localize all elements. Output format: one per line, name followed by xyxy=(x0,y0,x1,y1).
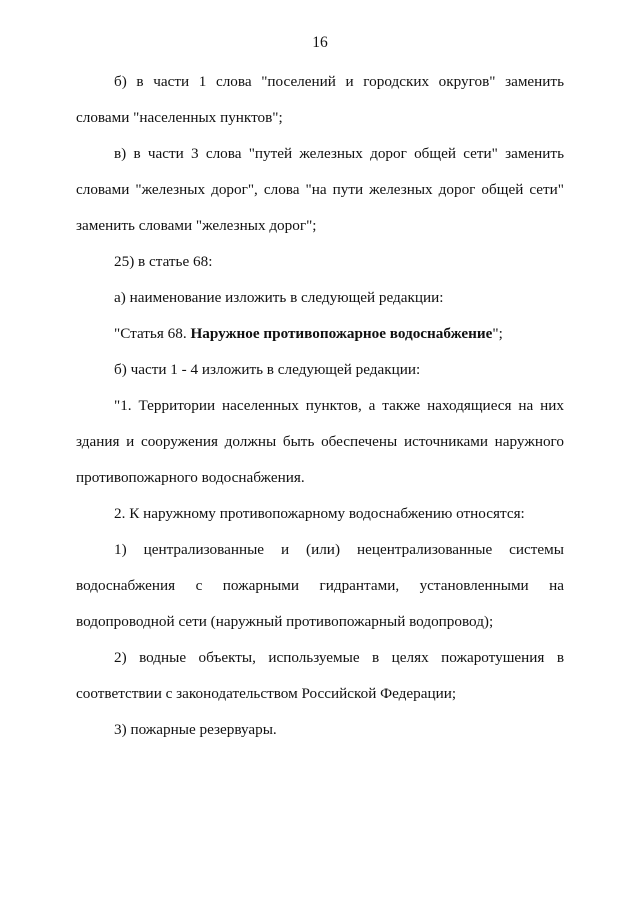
paragraph-clause2: 2. К наружному противопожарному водоснабжению относятся: xyxy=(114,505,525,522)
paragraph-parts-1-4: б) части 1 - 4 изложить в следующей редакции: xyxy=(114,361,421,378)
article-title-bold: Наружное противопожарное водоснабжение xyxy=(190,325,493,342)
paragraph-item2-line2: соответствии с законодательством Российской Федерации; xyxy=(76,685,457,702)
paragraph-part3-line3: заменить словами "железных дорог"; xyxy=(76,217,317,234)
paragraph-item1-line1: 1) централизованные и (или) нецентрализованные системы xyxy=(114,541,564,558)
paragraph-part3-line2: словами "железных дорог", слова "на пути железных дорог общей сети" xyxy=(76,181,564,198)
page-number: 16 xyxy=(312,34,328,51)
paragraph-part1-line1: б) в части 1 слова "поселений и городских округов" заменить xyxy=(114,73,564,90)
paragraph-part3-line1: в) в части 3 слова "путей железных дорог общей сети" заменить xyxy=(114,145,564,162)
paragraph-article-title xyxy=(76,316,564,352)
paragraph-item1-line2: водоснабжения с пожарными гидрантами, установленными на xyxy=(76,577,564,594)
paragraph-name-change: а) наименование изложить в следующей редакции: xyxy=(114,289,444,306)
paragraph-article68: 25) в статье 68: xyxy=(114,253,213,270)
paragraph-clause1-line2: здания и сооружения должны быть обеспечены источниками наружного xyxy=(76,433,564,450)
paragraph-clause1-line3: противопожарного водоснабжения. xyxy=(76,469,305,486)
paragraph-part1-line2: словами "населенных пунктов"; xyxy=(76,109,283,126)
paragraph-clause1-line1: "1. Территории населенных пунктов, а также находящиеся на них xyxy=(114,397,564,414)
paragraph-item2-line1: 2) водные объекты, используемые в целях пожаротушения в xyxy=(114,649,564,666)
document-body xyxy=(76,64,564,748)
article-title-prefix: "Статья 68. xyxy=(114,325,191,342)
paragraph-item1-line3: водопроводной сети (наружный противопожарный водопровод); xyxy=(76,613,494,630)
article-title-suffix: "; xyxy=(492,325,503,342)
paragraph-item3: 3) пожарные резервуары. xyxy=(114,721,277,738)
